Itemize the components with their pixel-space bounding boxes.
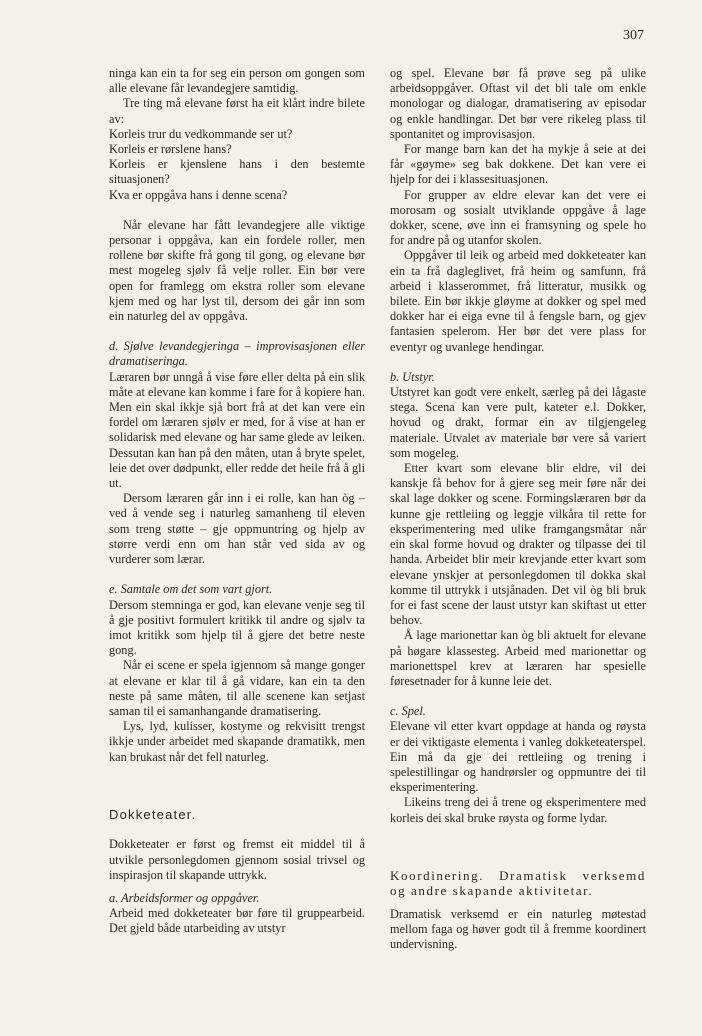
paragraph: Læraren bør unngå å vise føre eller delta på ein slik måte at elevane kan komme i fare for å kopiere han. Men ein skal ikkje sjå bort frå at det kan vere ein fordel om læraren sjølv er med, for å vise at han er solidarisk med elevane og har same glede av leiken. Dessutan kan han på den måten, utan å bryte spelet, leie det over dødpunkt, eller redde det heile frå å gli ut. <box>109 369 365 491</box>
paragraph: Etter kvart som elevane blir eldre, vil dei kanskje få behov for å gjere seg meir føre når dei skal lage dokker og scene. Formingslæraren bør da kunne gje rettleiing og leggje vilkåra til rette for eksperimentering med ulike framgangsmåtar når ein skal forme hovud og drakter og tilpasse dei til handa. Arbeidet blir meir krevjande etter kvart som elevane ynskjer at personlegdomen til dokka skal komme til uttrykk i utsjånaden. Det vil òg bli bruk for ei fast scene der laust utstyr kan skiftast ut etter behov. <box>390 461 646 628</box>
paragraph: Tre ting må elevane først ha eit klårt indre bilete av: <box>109 96 365 126</box>
paragraph: Elevane vil etter kvart oppdage at handa og røysta er dei viktigaste elementa i vanleg dokketeaterspel. Ein må da gje dei rettleiing og trening i spelestillingar og handrørsler og oppmuntre dei til eksperimentering. <box>390 719 646 795</box>
paragraph: Arbeid med dokketeater bør føre til gruppearbeid. Det gjeld både utarbeiding av utstyr <box>109 906 365 936</box>
left-column <box>109 66 365 937</box>
paragraph: Når ei scene er spela igjennom så mange gonger at elevane er klar til å gå vidare, kan ein ta den neste på same måten, til alle scenene kan setjast saman til ei samanhangande dramatisering. <box>109 658 365 718</box>
section-subheading: d. Sjølve levandegjeringa – improvisasjonen eller dramatiseringa. <box>109 339 365 369</box>
paragraph: Oppgåver til leik og arbeid med dokketeater kan ein ta frå dagleglivet, frå heim og samfunn, frå arbeid i klasserommet, frå litteratur, musikk og bilete. Ein bør ikkje gløyme at dokker og spel med dokker har ei eiga evne til å fengsle barn, og gjev fantasien spelerom. Her bør det vere plass for eventyr og uvanlege hendingar. <box>390 248 646 354</box>
right-column <box>390 66 646 953</box>
section-heading: Koordinering. Dramatisk verksemd og andre skapande aktivitetar. <box>390 867 646 899</box>
section-subheading: b. Utstyr. <box>390 369 435 384</box>
paragraph: ninga kan ein ta for seg ein person om gongen som alle elevane får levandegjere samtidig. <box>109 66 365 96</box>
section-heading: Dokketeater. <box>109 806 197 822</box>
section-subheading: a. Arbeidsformer og oppgåver. <box>109 890 260 905</box>
paragraph: Dersom stemninga er god, kan elevane venje seg til å gje positivt formulert kritikk til andre og sjølv ta imot kritikk som hjelp til å gjere det betre neste gong. <box>109 597 365 658</box>
question-line: Korleis trur du vedkommande ser ut? <box>109 126 293 141</box>
paragraph: og spel. Elevane bør få prøve seg på ulike arbeidsoppgåver. Oftast vil det bli tale om enkle monologar og dialogar, dramatisering av episodar og enkle handlingar. Det bør vere rikeleg plass til spontanitet og improvisasjon. <box>390 66 646 141</box>
paragraph: For grupper av eldre elevar kan det vere ei morosam og sosialt utviklande oppgåve å lage dokker, scene, øve inn ei framsyning og spele ho for andre på og utanfor skolen. <box>390 187 646 248</box>
question-line: Kva er oppgåva hans i denne scena? <box>109 187 288 202</box>
paragraph: Dersom læraren går inn i ei rolle, kan han òg – ved å vende seg i naturleg samanheng til eleven som treng støtte – gje oppmuntring og hjelp av større verdi enn om han står ved sida av og vurderer som lærar. <box>109 491 365 567</box>
paragraph: Utstyret kan godt vere enkelt, særleg på dei lågaste stega. Scena kan vere pult, kateter e.l. Dokker, hovud og drakt, formar ein av tilgjengeleg materiale. Utvalet av materiale bør vere så variert som mogeleg. <box>390 385 646 460</box>
paragraph: Lys, lyd, kulisser, kostyme og rekvisitt trengst ikkje under arbeidet med skapande dramatikk, men kan brukast når det fell naturleg. <box>109 719 365 764</box>
question-line: Korleis er kjenslene hans i den bestemte situasjonen? <box>109 157 365 187</box>
question-line: Korleis er rørslene hans? <box>109 142 232 157</box>
page-number: 307 <box>623 28 644 43</box>
paragraph: Når elevane har fått levandegjere alle viktige personar i oppgåva, kan ein fordele roller, men rollene bør skifte frå gong til gong, og elevane bør mest mogeleg sjølv få velje roller. Ein bør vere open for framlegg om ekstra roller som elevane kjem med og har lyst til, dersom dei går inn som ein naturleg del av oppgåva. <box>109 217 365 324</box>
section-subheading: c. Spel. <box>390 704 426 719</box>
paragraph: For mange barn kan det ha mykje å seie at dei får «gøyme» seg bak dokkene. Det kan vere ei hjelp for dei i klassesituasjonen. <box>390 142 646 187</box>
paragraph: Dramatisk verksemd er ein naturleg møtestad mellom faga og høver godt til å fremme koordinert undervisning. <box>390 906 646 952</box>
paragraph: Dokketeater er først og fremst eit middel til å utvikle personlegdomen gjennom sosial trivsel og inspirasjon til skapande uttrykk. <box>109 837 365 882</box>
paragraph: Å lage marionettar kan òg bli aktuelt for elevane på høgare klassesteg. Arbeid med marionettar og marionettspel krev at læraren har spesielle føresetnader for å kunne leie det. <box>390 628 646 688</box>
paragraph: Likeins treng dei å trene og eksperimentere med korleis dei skal bruke røysta og forme lydar. <box>390 795 646 825</box>
section-subheading: e. Samtale om det som vart gjort. <box>109 582 273 597</box>
